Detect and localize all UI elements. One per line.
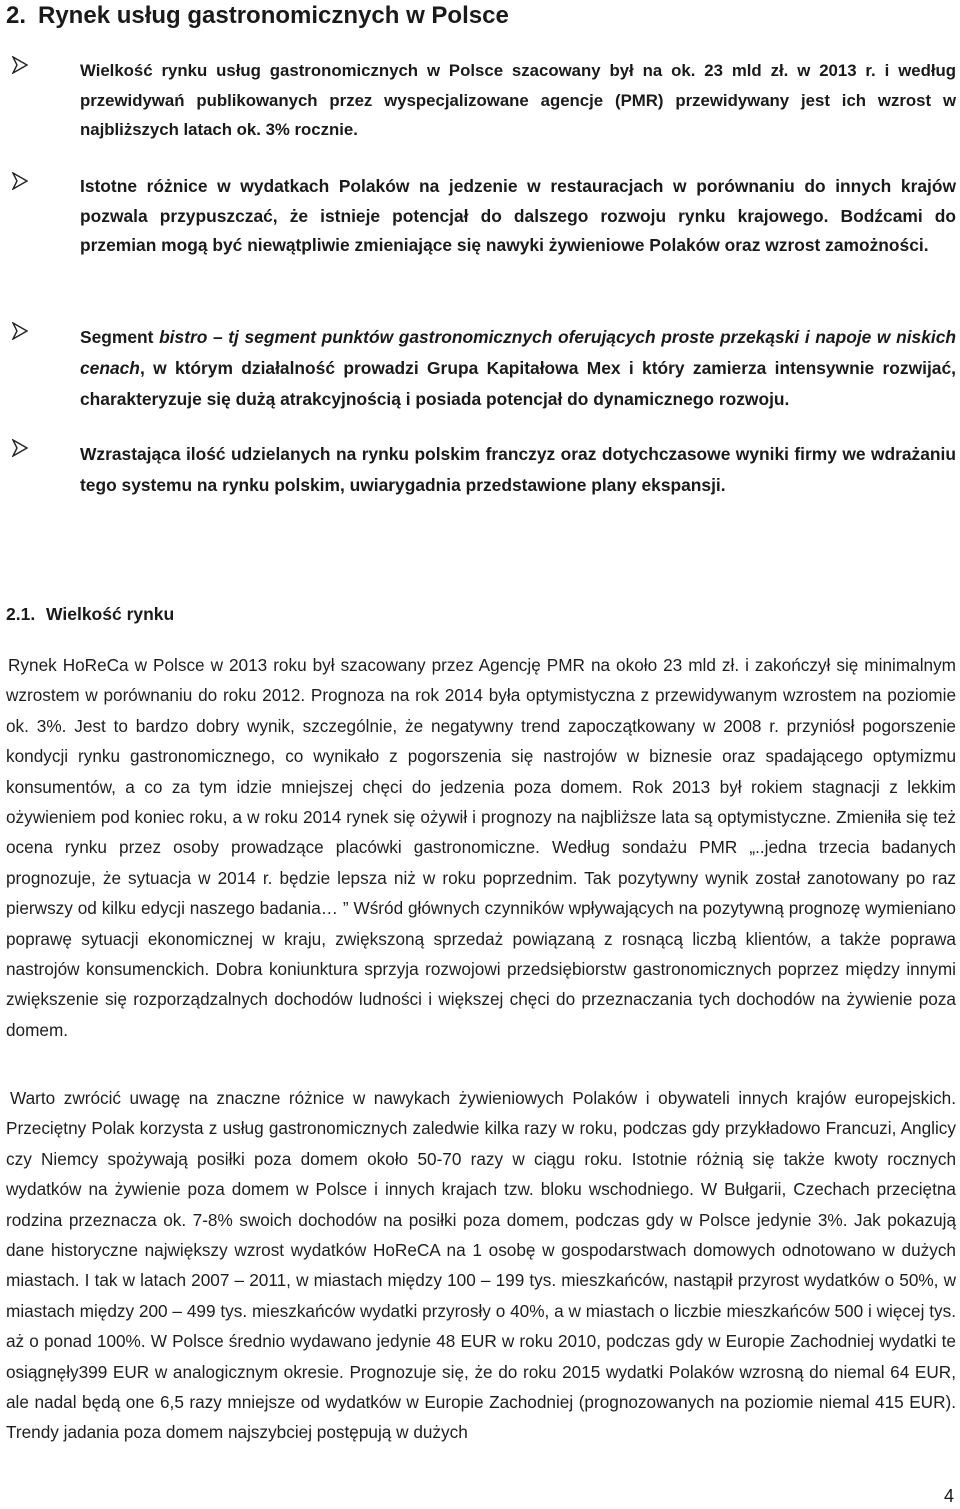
bullet-market-size xyxy=(80,56,956,145)
subsection-number: 2.1. xyxy=(6,604,36,624)
arrow-bullet-icon xyxy=(12,56,28,74)
arrow-bullet-icon xyxy=(12,172,28,190)
bullet-franchise xyxy=(80,439,956,501)
section-number: 2. xyxy=(6,2,27,29)
paragraph-horeca-market: Rynek HoReCa w Polsce w 2013 roku był szacowany przez Agencję PMR na około 23 mld zł. i zakończył się minimalnym wzrostem w porównaniu do roku 2012. Prognoza na rok 2014 była optymistyczna z przewidywanym wzrostem na poziomie ok. 3%. Jest to bardzo dobry wynik, szczególnie, że negatywny trend zapoczątkowany w 2008 r. przyniósł pogorszenie kondycji rynku gastronomicznego, co wynikało z pogorszenia się nastrojów w biznesie oraz spadającego optymizmu konsumentów, a co za tym idzie mniejszej chęci do jedzenia poza domem. Rok 2013 był rokiem stagnacji z lekkim ożywieniem pod koniec roku, a w roku 2014 rynek się ożywił i prognozy na najbliższe lata są optymistyczne. Zmieniła się też ocena rynku przez osoby prowadzące placówki gastronomiczne. Według sondażu PMR „..jedna trzecia badanych prognozuje, że sytuacja w 2014 r. będzie lepsza niż w roku poprzednim. Tak pozytywny wynik został zanotowany po raz pierwszy od kilku edycji naszego badania… ” Wśród głównych czynników wpływających na pozytywną prognozę wymieniano poprawę sytuacji ekonomicznej w kraju, zwiększoną sprzedaż powiązaną z rosnącą liczbą klientów, a także poprawa nastrojów konsumenckich. Dobra koniunktura sprzyja rozwojowi przedsiębiorstw gastronomicznych poprzez między innymi zwiększenie się rozporządzalnych dochodów ludności i większej chęci do przeznaczania tych dochodów na żywienie poza domem. xyxy=(6,655,956,1040)
bullet-text: Wzrastająca ilość udzielanych na rynku polskim franczyz oraz dotychczasowe wyniki firmy we wdrażaniu tego systemu na rynku polskim, uwiarygadnia przedstawione plany ekspansji. xyxy=(80,444,956,495)
bullet-spending-differences xyxy=(80,172,956,261)
bullet-text: Wielkość rynku usług gastronomicznych w Polsce szacowany był na ok. 23 mld zł. w 2013 r. i według przewidywań publikowanych przez wyspecjalizowane agencje (PMR) przewidywany jest ich wzrost w najbliższych latach ok. 3% rocznie. xyxy=(80,61,956,139)
paragraph-eating-habits: Warto zwrócić uwagę na znaczne różnice w nawykach żywieniowych Polaków i obywateli innych krajów europejskich. Przeciętny Polak korzysta z usług gastronomicznych zaledwie kilka razy w roku, podczas gdy przykładowo Francuzi, Anglicy czy Niemcy spożywają posiłki poza domem około 50-70 razy w ciągu roku. Istotnie różnią się także kwoty rocznych wydatków na żywienie poza domem w Polsce i innych krajach tzw. bloku wschodniego. W Bułgarii, Czechach przeciętna rodzina przeznacza ok. 7-8% swoich dochodów na posiłki poza domem, podczas gdy w Polsce jedynie 3%. Jak pokazują dane historyczne największy wzrost wydatków HoReCA na 1 osobę w gospodarstwach domowych odnotowano w dużych miastach. I tak w latach 2007 – 2011, w miastach między 100 – 199 tys. mieszkańców, nastąpił przyrost wydatków o 50%, w miastach między 200 – 499 tys. mieszkańców wydatki przyrosły o 40%, a w miastach o liczbie mieszkańców 500 i więcej tys. aż o ponad 100%. W Polsce średnio wydawano jedynie 48 EUR w roku 2010, podczas gdy w Europie Zachodniej wydatki te osiągnęły399 EUR w analogicznym okresie. Prognozuje się, że do roku 2015 wydatki Polaków wzrosną do niemal 64 EUR, ale nadal będą one 6,5 razy mniejsze od wydatków w Europie Zachodniej (prognozowanych na poziomie niemal 415 EUR). Trendy jadania poza domem najszybciej postępują w dużych xyxy=(6,1088,956,1443)
arrow-bullet-icon xyxy=(12,322,28,340)
bullet-lead: Segment xyxy=(80,327,160,347)
subsection-title: Wielkość rynku xyxy=(46,604,175,624)
bullet-bistro-segment xyxy=(80,322,956,415)
bullet-italic: bistro – tj segment punktów gastronomicznych oferujących proste przekąski i napoje w niskich cenach xyxy=(80,327,956,378)
subsection-heading xyxy=(6,600,174,628)
arrow-bullet-icon xyxy=(12,439,28,457)
section-title: Rynek usług gastronomicznych w Polsce xyxy=(38,2,509,29)
page-number: 4 xyxy=(943,1486,954,1506)
bullet-text: Istotne różnice w wydatkach Polaków na jedzenie w restauracjach w porównaniu do innych krajów pozwala przypuszczać, że istnieje potencjał do dalszego rozwoju rynku krajowego. Bodźcami do przemian mogą być niewątpliwie zmieniające się nawyki żywieniowe Polaków oraz wzrost zamożności. xyxy=(80,176,956,255)
bullet-rest: , w którym działalność prowadzi Grupa Kapitałowa Mex i który zamierza intensywnie rozwijać, charakteryzuje się dużą atrakcyjnością i posiada potencjał do dynamicznego rozwoju. xyxy=(80,358,956,409)
section-heading xyxy=(6,0,509,32)
